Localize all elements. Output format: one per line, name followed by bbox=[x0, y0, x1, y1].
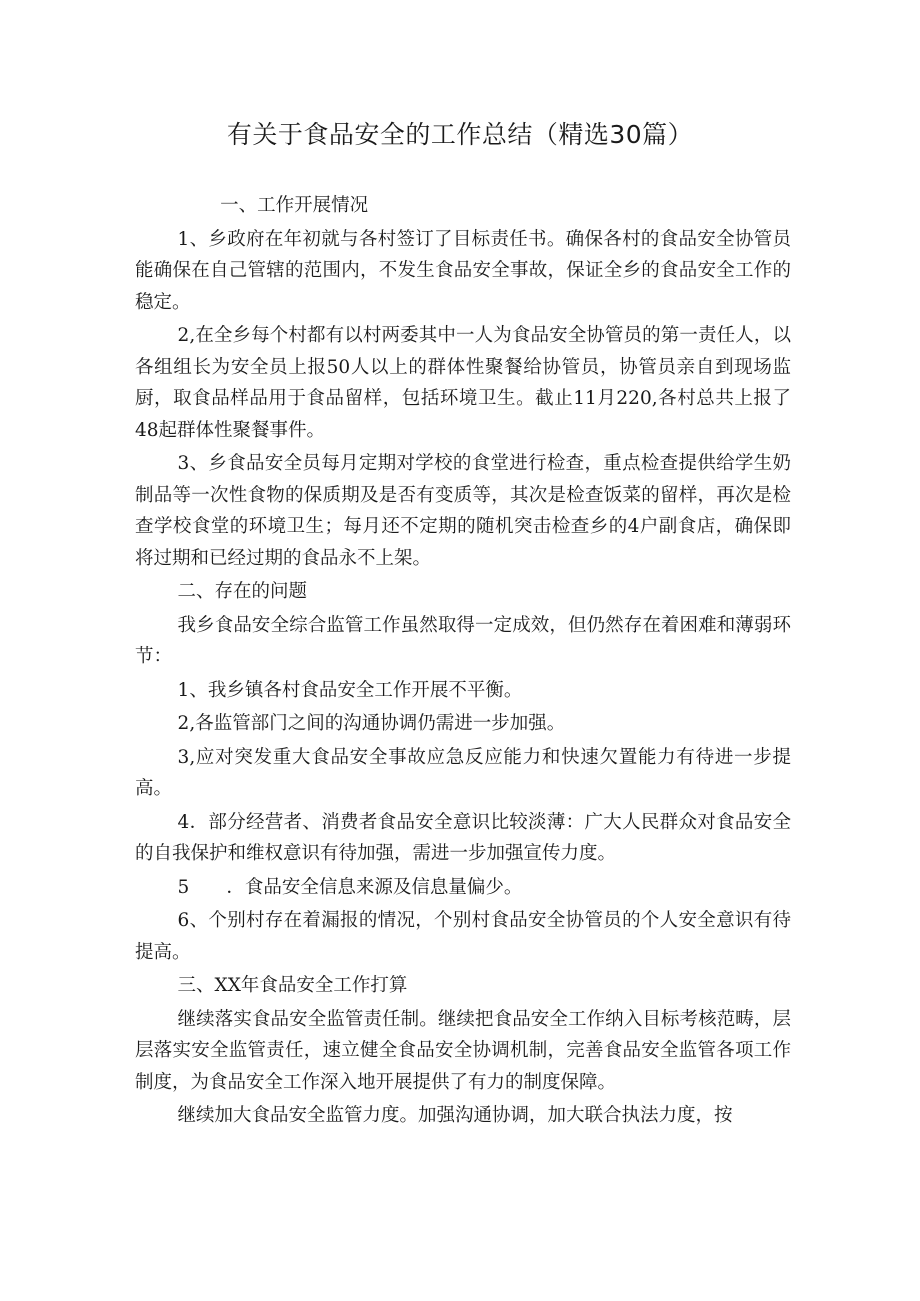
paragraph: 我乡食品安全综合监管工作虽然取得一定成效，但仍然存在着困难和薄弱环节： bbox=[135, 614, 791, 667]
paragraph: 6、个别村存在着漏报的情况，个别村食品安全协管员的个人安全意识有待提高。 bbox=[135, 910, 791, 963]
paragraph: 2,各监管部门之间的沟通协调仍需进一步加强。 bbox=[177, 713, 566, 734]
paragraph: 继续落实食品安全监管责任制。继续把食品安全工作纳入目标考核范畴，层层落实安全监管责任，速立健全食品安全协调机制，完善食品安全监管各项工作制度，为食品安全工作深入地开展提供了有力的制度保障。 bbox=[135, 1008, 791, 1093]
paragraph: 1、我乡镇各村食品安全工作开展不平衡。 bbox=[177, 679, 523, 701]
paragraph: 2,在全乡每个村都有以村两委其中一人为食品安全协管员的第一责任人，以各组组长为安全员上报50人以上的群体性聚餐给协管员，协管员亲自到现场监厨，取食品样品用于食品留样，包括环境卫生。截止11月220,各村总共上报了48起群体性聚餐事件。 bbox=[135, 325, 791, 441]
paragraph: 3、乡食品安全员每月定期对学校的食堂进行检查，重点检查提供给学生奶制品等一次性食物的保质期及是否有变质等，其次是检查饭菜的留样，再次是检查学校食堂的环境卫生；每月还不定期的随机突击检查乡的4户副食店，确保即将过期和已经过期的食品永不上架。 bbox=[135, 453, 791, 569]
document-body bbox=[135, 190, 791, 1134]
document-title: 有关于食品安全的工作总结（精选30篇） bbox=[226, 120, 694, 149]
section-heading-1: 一、工作开展情况 bbox=[220, 195, 369, 216]
paragraph: 继续加大食品安全监管力度。加强沟通协调，加大联合执法力度，按 bbox=[177, 1105, 733, 1126]
paragraph: 3,应对突发重大食品安全事故应急反应能力和快速欠置能力有待进一步提高。 bbox=[135, 746, 791, 799]
paragraph: 1、乡政府在年初就与各村签订了目标责任书。确保各村的食品安全协管员能确保在自己管辖的范围内，不发生食品安全事故，保证全乡的食品安全工作的稳定。 bbox=[135, 228, 791, 313]
paragraph: 5 ．食品安全信息来源及信息量偏少。 bbox=[177, 876, 523, 898]
section-heading-3: 三、XX年食品安全工作打算 bbox=[177, 975, 408, 996]
paragraph: 4．部分经营者、消费者食品安全意识比较淡薄：广大人民群众对食品安全的自我保护和维权意识有待加强，需进一步加强宣传力度。 bbox=[135, 811, 791, 864]
section-heading-2: 二、存在的问题 bbox=[177, 581, 308, 602]
